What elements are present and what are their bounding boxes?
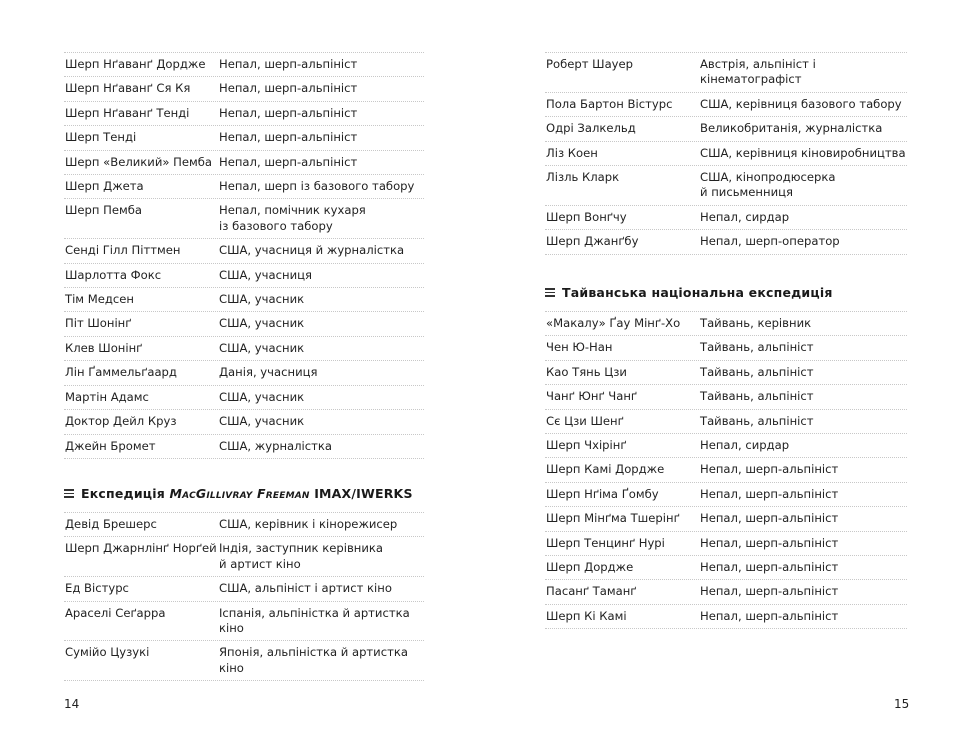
list-item: [545, 556, 907, 580]
person-name: Сумійо Цузукі: [65, 645, 150, 660]
section-suffix: IMAX/IWERKS: [314, 486, 413, 501]
person-name: Чанґ Юнґ Чанґ: [546, 389, 638, 404]
person-name: Піт Шонінґ: [65, 316, 132, 331]
person-description: Тайвань, альпініст: [700, 340, 814, 355]
person-name: Шерп Мінґма Тшерінґ: [546, 511, 680, 526]
list-item: [64, 641, 424, 681]
person-name: Лін Ґаммельґаард: [65, 365, 177, 380]
list-item: [545, 532, 907, 556]
list-item: [545, 361, 907, 385]
list-item: [64, 77, 424, 101]
list-item: [64, 361, 424, 385]
left-section-list: [64, 512, 424, 681]
list-item: [64, 512, 424, 537]
list-item: [64, 151, 424, 175]
right-page: [485, 0, 970, 746]
page-number: 15: [894, 697, 910, 711]
person-description: Непал, шерп-альпініст: [700, 560, 839, 575]
person-description: Непал, шерп-альпініст: [700, 608, 839, 623]
person-description: Непал, шерп із базового табору: [219, 179, 415, 194]
list-item: [545, 117, 907, 141]
person-description: Непал, сирдар: [700, 209, 790, 224]
person-name: Мартін Адамс: [65, 389, 149, 404]
person-name: Шерп Вонґчу: [546, 209, 627, 224]
list-item: [64, 577, 424, 601]
person-description: США, журналістка: [219, 438, 333, 453]
list-item: [545, 166, 907, 206]
list-item: [545, 458, 907, 482]
list-item: [545, 142, 907, 166]
list-item: [64, 126, 424, 150]
menu-lines-icon: [64, 489, 74, 498]
person-description: Іспанія, альпіністка й артистка кіно: [219, 605, 410, 636]
right-section-list: [545, 311, 907, 629]
person-description: США, учасник: [219, 316, 305, 331]
list-item: [64, 537, 424, 577]
person-description: Тайвань, альпініст: [700, 413, 814, 428]
person-name: Роберт Шауер: [546, 57, 634, 71]
person-description: Непал, шерп-альпініст: [219, 57, 358, 71]
person-name: Клев Шонінґ: [65, 340, 143, 355]
person-name: Пола Бартон Вістурс: [546, 96, 673, 111]
person-description: Тайвань, керівник: [700, 316, 812, 330]
section-italic: MacGillivray Freeman: [169, 486, 310, 501]
person-description: США, керівниця базового табору: [700, 96, 902, 111]
menu-lines-icon: [545, 288, 555, 297]
person-name: Чен Ю-Нан: [546, 340, 613, 355]
person-description: США, учасник: [219, 340, 305, 355]
list-item: [545, 434, 907, 458]
list-item: [64, 386, 424, 410]
person-name: Шерп Кі Камі: [546, 608, 627, 623]
person-name: Сенді Гілл Піттмен: [65, 243, 181, 258]
person-description: Данія, учасниця: [219, 365, 318, 380]
list-item: [64, 288, 424, 312]
list-item: [64, 102, 424, 126]
person-description: Непал, шерп-альпініст: [219, 105, 358, 120]
list-item: [64, 52, 424, 77]
person-name: Шерп Чхірінґ: [546, 438, 627, 453]
person-name: Ед Вістурс: [65, 581, 129, 596]
person-name: Араселі Сеґарра: [65, 605, 166, 620]
person-name: Шерп Нґаванґ Тенді: [65, 105, 190, 120]
section-prefix: Експедиція: [81, 486, 165, 501]
list-item: [545, 605, 907, 629]
person-description: Непал, сирдар: [700, 438, 790, 453]
person-description: США, кінопродюсерка й письменниця: [700, 170, 836, 200]
person-name: Шерп Пемба: [65, 203, 143, 218]
person-name: Тім Медсен: [65, 292, 134, 307]
list-item: [64, 239, 424, 263]
list-item: [64, 199, 424, 239]
person-name: Шерп Нґаванґ Ся Кя: [65, 81, 191, 96]
person-description: Непал, шерп-альпініст: [219, 81, 358, 96]
left-section-heading: [64, 486, 413, 501]
person-description: Австрія, альпініст і кінематографіст: [700, 57, 816, 87]
person-name: Одрі Залкельд: [546, 121, 636, 136]
list-item: [64, 175, 424, 199]
page-number: 14: [64, 697, 80, 711]
list-item: [64, 337, 424, 361]
person-name: Шерп Джарнлінґ Норґей: [65, 541, 217, 556]
person-description: США, учасник: [219, 292, 305, 307]
list-item: [545, 311, 907, 336]
list-item: [64, 264, 424, 288]
person-description: Непал, шерп-альпініст: [700, 535, 839, 550]
person-name: Шерп «Великий» Пемба: [65, 154, 212, 169]
person-name: Шарлотта Фокс: [65, 267, 162, 282]
person-description: США, учасниця й журналістка: [219, 243, 405, 258]
person-name: «Макалу» Ґау Мінґ-Хо: [546, 316, 681, 330]
list-item: [545, 230, 907, 254]
list-item: [545, 52, 907, 93]
person-description: США, керівниця кіновиробництва: [700, 145, 906, 160]
person-description: США, альпініст і артист кіно: [219, 581, 392, 596]
person-name: Шерп Нґаванґ Дордже: [65, 57, 206, 71]
left-top-list: [64, 52, 424, 459]
person-name: Сє Цзи Шенґ: [546, 413, 624, 428]
list-item: [545, 580, 907, 604]
person-name: Ліз Коен: [546, 145, 598, 160]
person-description: Непал, шерп-альпініст: [219, 130, 358, 145]
person-description: США, учасниця: [219, 267, 312, 282]
person-name: Шерп Тенцинґ Нурі: [546, 535, 665, 550]
person-description: Непал, шерп-альпініст: [219, 154, 358, 169]
section-title: Тайванська національна експедиція: [562, 285, 833, 300]
list-item: [64, 410, 424, 434]
person-description: США, учасник: [219, 414, 305, 429]
person-name: Лізль Кларк: [546, 170, 620, 185]
list-item: [64, 435, 424, 459]
person-description: Непал, шерп-оператор: [700, 234, 840, 249]
person-name: Пасанґ Таманґ: [546, 584, 637, 599]
person-name: Доктор Дейл Круз: [65, 414, 177, 429]
person-description: Індія, заступник керівника й артист кіно: [219, 541, 383, 571]
person-name: Шерп Камі Дордже: [546, 462, 665, 477]
right-section-heading: [545, 285, 833, 300]
person-name: Шерп Джета: [65, 179, 144, 194]
person-description: США, керівник і кінорежисер: [219, 517, 398, 531]
list-item: [545, 336, 907, 360]
person-name: Шерп Дордже: [546, 560, 634, 575]
person-name: Шерп Тенді: [65, 130, 137, 145]
list-item: [545, 206, 907, 230]
list-item: [64, 602, 424, 642]
list-item: [545, 93, 907, 117]
list-item: [545, 385, 907, 409]
person-name: Джейн Бромет: [65, 438, 156, 453]
person-name: Шерп Джанґбу: [546, 234, 639, 249]
person-description: Непал, шерп-альпініст: [700, 462, 839, 477]
person-description: Тайвань, альпініст: [700, 364, 814, 379]
person-name: Шерп Нґіма Ґомбу: [546, 486, 659, 501]
person-name: Као Тянь Цзи: [546, 364, 627, 379]
person-name: Девід Брешерс: [65, 517, 157, 531]
person-description: США, учасник: [219, 389, 305, 404]
list-item: [545, 507, 907, 531]
person-description: Непал, шерп-альпініст: [700, 486, 839, 501]
person-description: Японія, альпіністка й артистка кіно: [219, 645, 408, 675]
person-description: Тайвань, альпініст: [700, 389, 814, 404]
list-item: [545, 410, 907, 434]
person-description: Великобританія, журналістка: [700, 121, 883, 136]
person-description: Непал, шерп-альпініст: [700, 511, 839, 526]
list-item: [64, 312, 424, 336]
list-item: [545, 483, 907, 507]
person-description: Непал, помічник кухаря із базового табору: [219, 203, 366, 233]
person-description: Непал, шерп-альпініст: [700, 584, 839, 599]
right-top-list: [545, 52, 907, 255]
